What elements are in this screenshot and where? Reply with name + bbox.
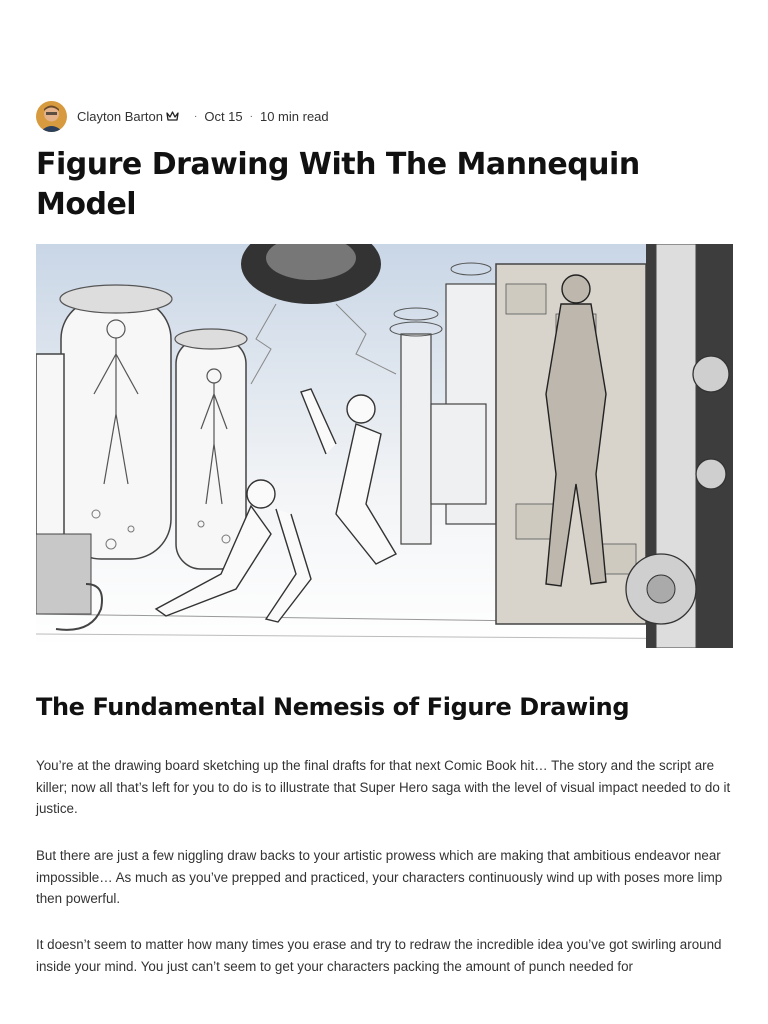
body-paragraph: But there are just a few niggling draw backs to your artistic prowess which are making that ambitious endeavor near impossible… As much as you’ve prepped and practiced, your characters continuously wind up with poses more limp then powerful.	[36, 848, 723, 906]
post-meta	[36, 100, 329, 132]
body-paragraph: You’re at the drawing board sketching up the final drafts for that next Comic Book hit… The story and the script are killer; now all that’s left for you to do is to illustrate that Super Hero saga with the level of visual impact needed to do it justice.	[36, 758, 731, 816]
author-name-link[interactable]: Clayton Barton	[77, 108, 163, 124]
post-title: Figure Drawing With The Mannequin Model	[36, 147, 640, 222]
hero-image[interactable]	[36, 244, 733, 648]
post-date: Oct 15	[204, 108, 243, 124]
crown-icon	[166, 111, 179, 121]
author-avatar[interactable]	[36, 101, 67, 132]
meta-separator: ·	[194, 110, 198, 122]
body-paragraph: It doesn’t seem to matter how many times you erase and try to redraw the incredible idea you’ve got swirling around inside your mind. You just can’t seem to get your characters packing the amount of punch needed for	[36, 937, 722, 974]
read-time: 10 min read	[259, 108, 329, 124]
meta-separator: ·	[249, 110, 253, 122]
section-heading: The Fundamental Nemesis of Figure Drawing	[36, 693, 630, 721]
